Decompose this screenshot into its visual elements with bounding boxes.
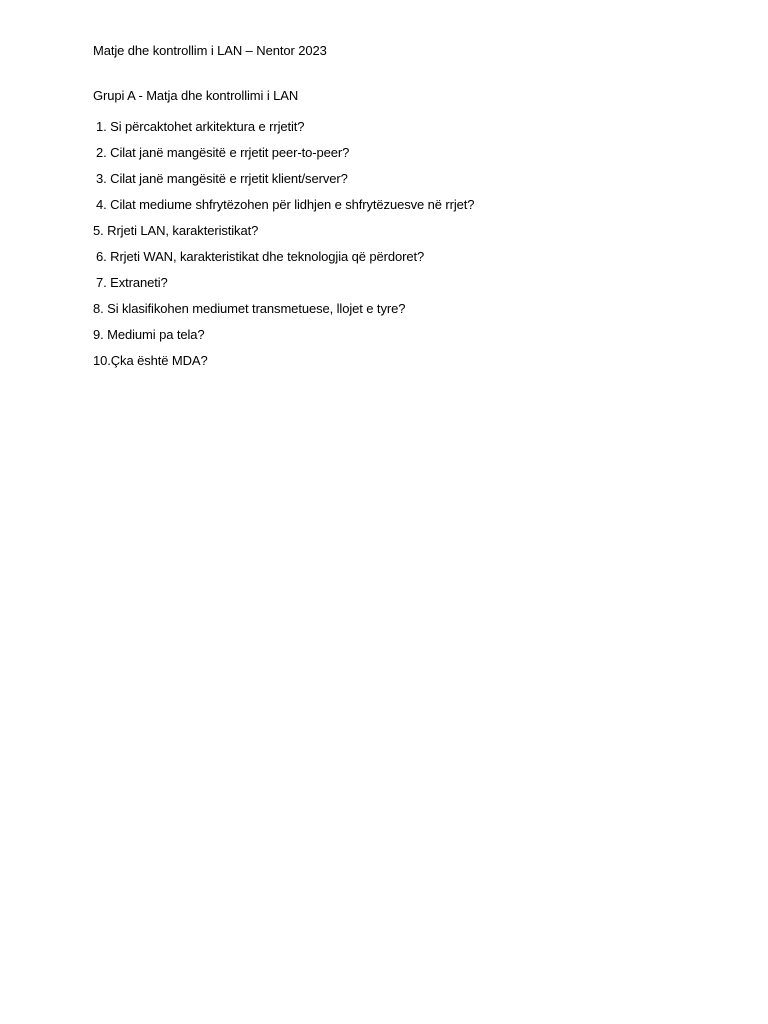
question-3: 3. Cilat janë mangësitë e rrjetit klient/server? <box>96 171 348 186</box>
question-6: 6. Rrjeti WAN, karakteristikat dhe teknologjia që përdoret? <box>96 249 425 264</box>
group-heading: Grupi A - Matja dhe kontrollimi i LAN <box>93 88 299 103</box>
question-9: 9. Mediumi pa tela? <box>93 327 205 342</box>
question-2: 2. Cilat janë mangësitë e rrjetit peer-to-peer? <box>96 145 350 160</box>
question-7: 7. Extraneti? <box>96 275 168 290</box>
question-8: 8. Si klasifikohen mediumet transmetuese, llojet e tyre? <box>93 301 406 316</box>
document-title: Matje dhe kontrollim i LAN – Nentor 2023 <box>93 43 327 58</box>
question-10: 10.Çka është MDA? <box>93 353 208 368</box>
question-5: 5. Rrjeti LAN, karakteristikat? <box>93 223 259 238</box>
question-4: 4. Cilat mediume shfrytëzohen për lidhjen e shfrytëzuesve në rrjet? <box>96 197 475 212</box>
question-1: 1. Si përcaktohet arkitektura e rrjetit? <box>96 119 305 134</box>
